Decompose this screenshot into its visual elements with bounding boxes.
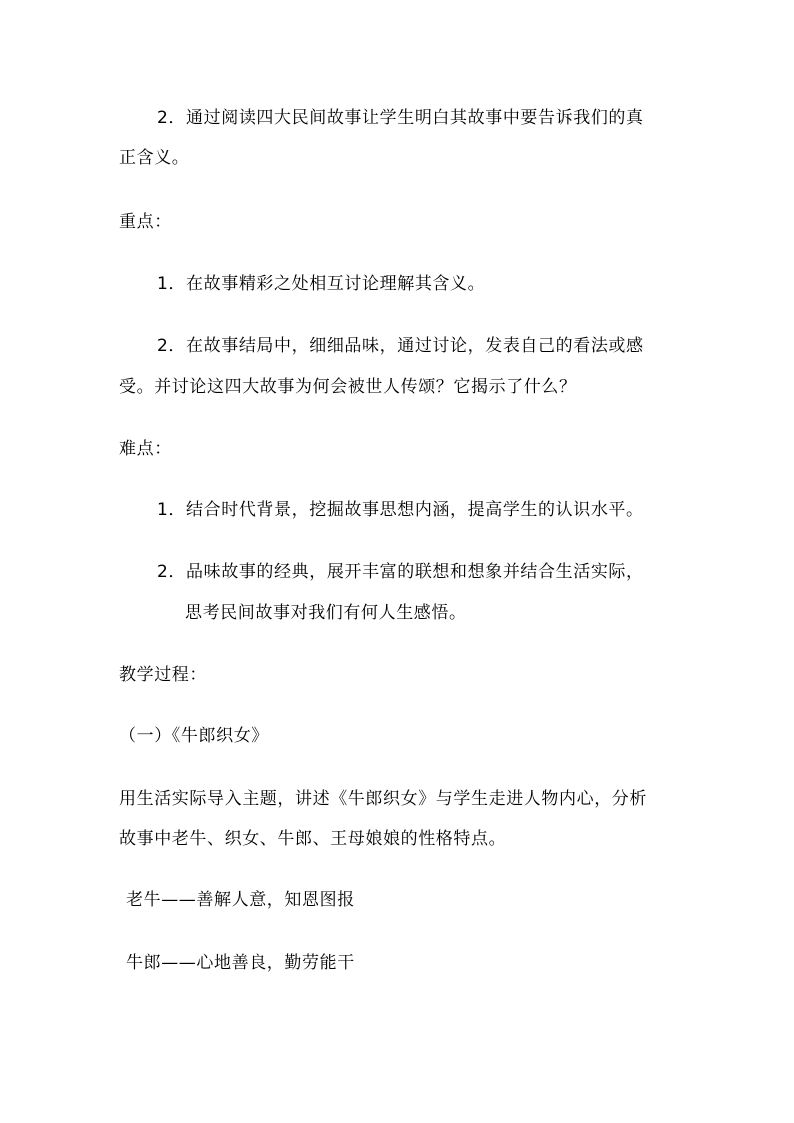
character-old-ox: 老牛——善解人意，知恩图报 [126,890,355,910]
difficulty-2-line-1: 2．品味故事的经典，展开丰富的联想和想象并结合生活实际， [157,562,644,582]
intro-line-1: 用生活实际导入主题，讲述《牛郎织女》与学生走进人物内心，分析 [119,789,647,809]
key-point-1: 1．在故事精彩之处相互讨论理解其含义。 [157,274,486,294]
difficulties-heading: 难点： [119,439,172,459]
key-point-2-line-1: 2．在故事结局中，细细品味，通过讨论，发表自己的看法或感 [157,336,644,356]
objective-2-line-2: 正含义。 [119,148,190,168]
process-heading: 教学过程： [119,665,207,685]
objective-2-line-1: 2．通过阅读四大民间故事让学生明白其故事中要告诉我们的真 [157,108,644,128]
section-1-title: （一）《牛郎织女》 [119,726,269,746]
character-cowherd: 牛郎——心地善良，勤劳能干 [126,953,355,973]
difficulty-1: 1．结合时代背景，挖掘故事思想内涵，提高学生的认识水平。 [157,500,644,520]
key-points-heading: 重点： [119,212,172,232]
key-point-2-line-2: 受。并讨论这四大故事为何会被世人传颂？它揭示了什么？ [119,377,577,397]
difficulty-2-line-2: 思考民间故事对我们有何人生感悟。 [185,603,467,623]
intro-line-2: 故事中老牛、织女、牛郎、王母娘娘的性格特点。 [119,829,507,849]
